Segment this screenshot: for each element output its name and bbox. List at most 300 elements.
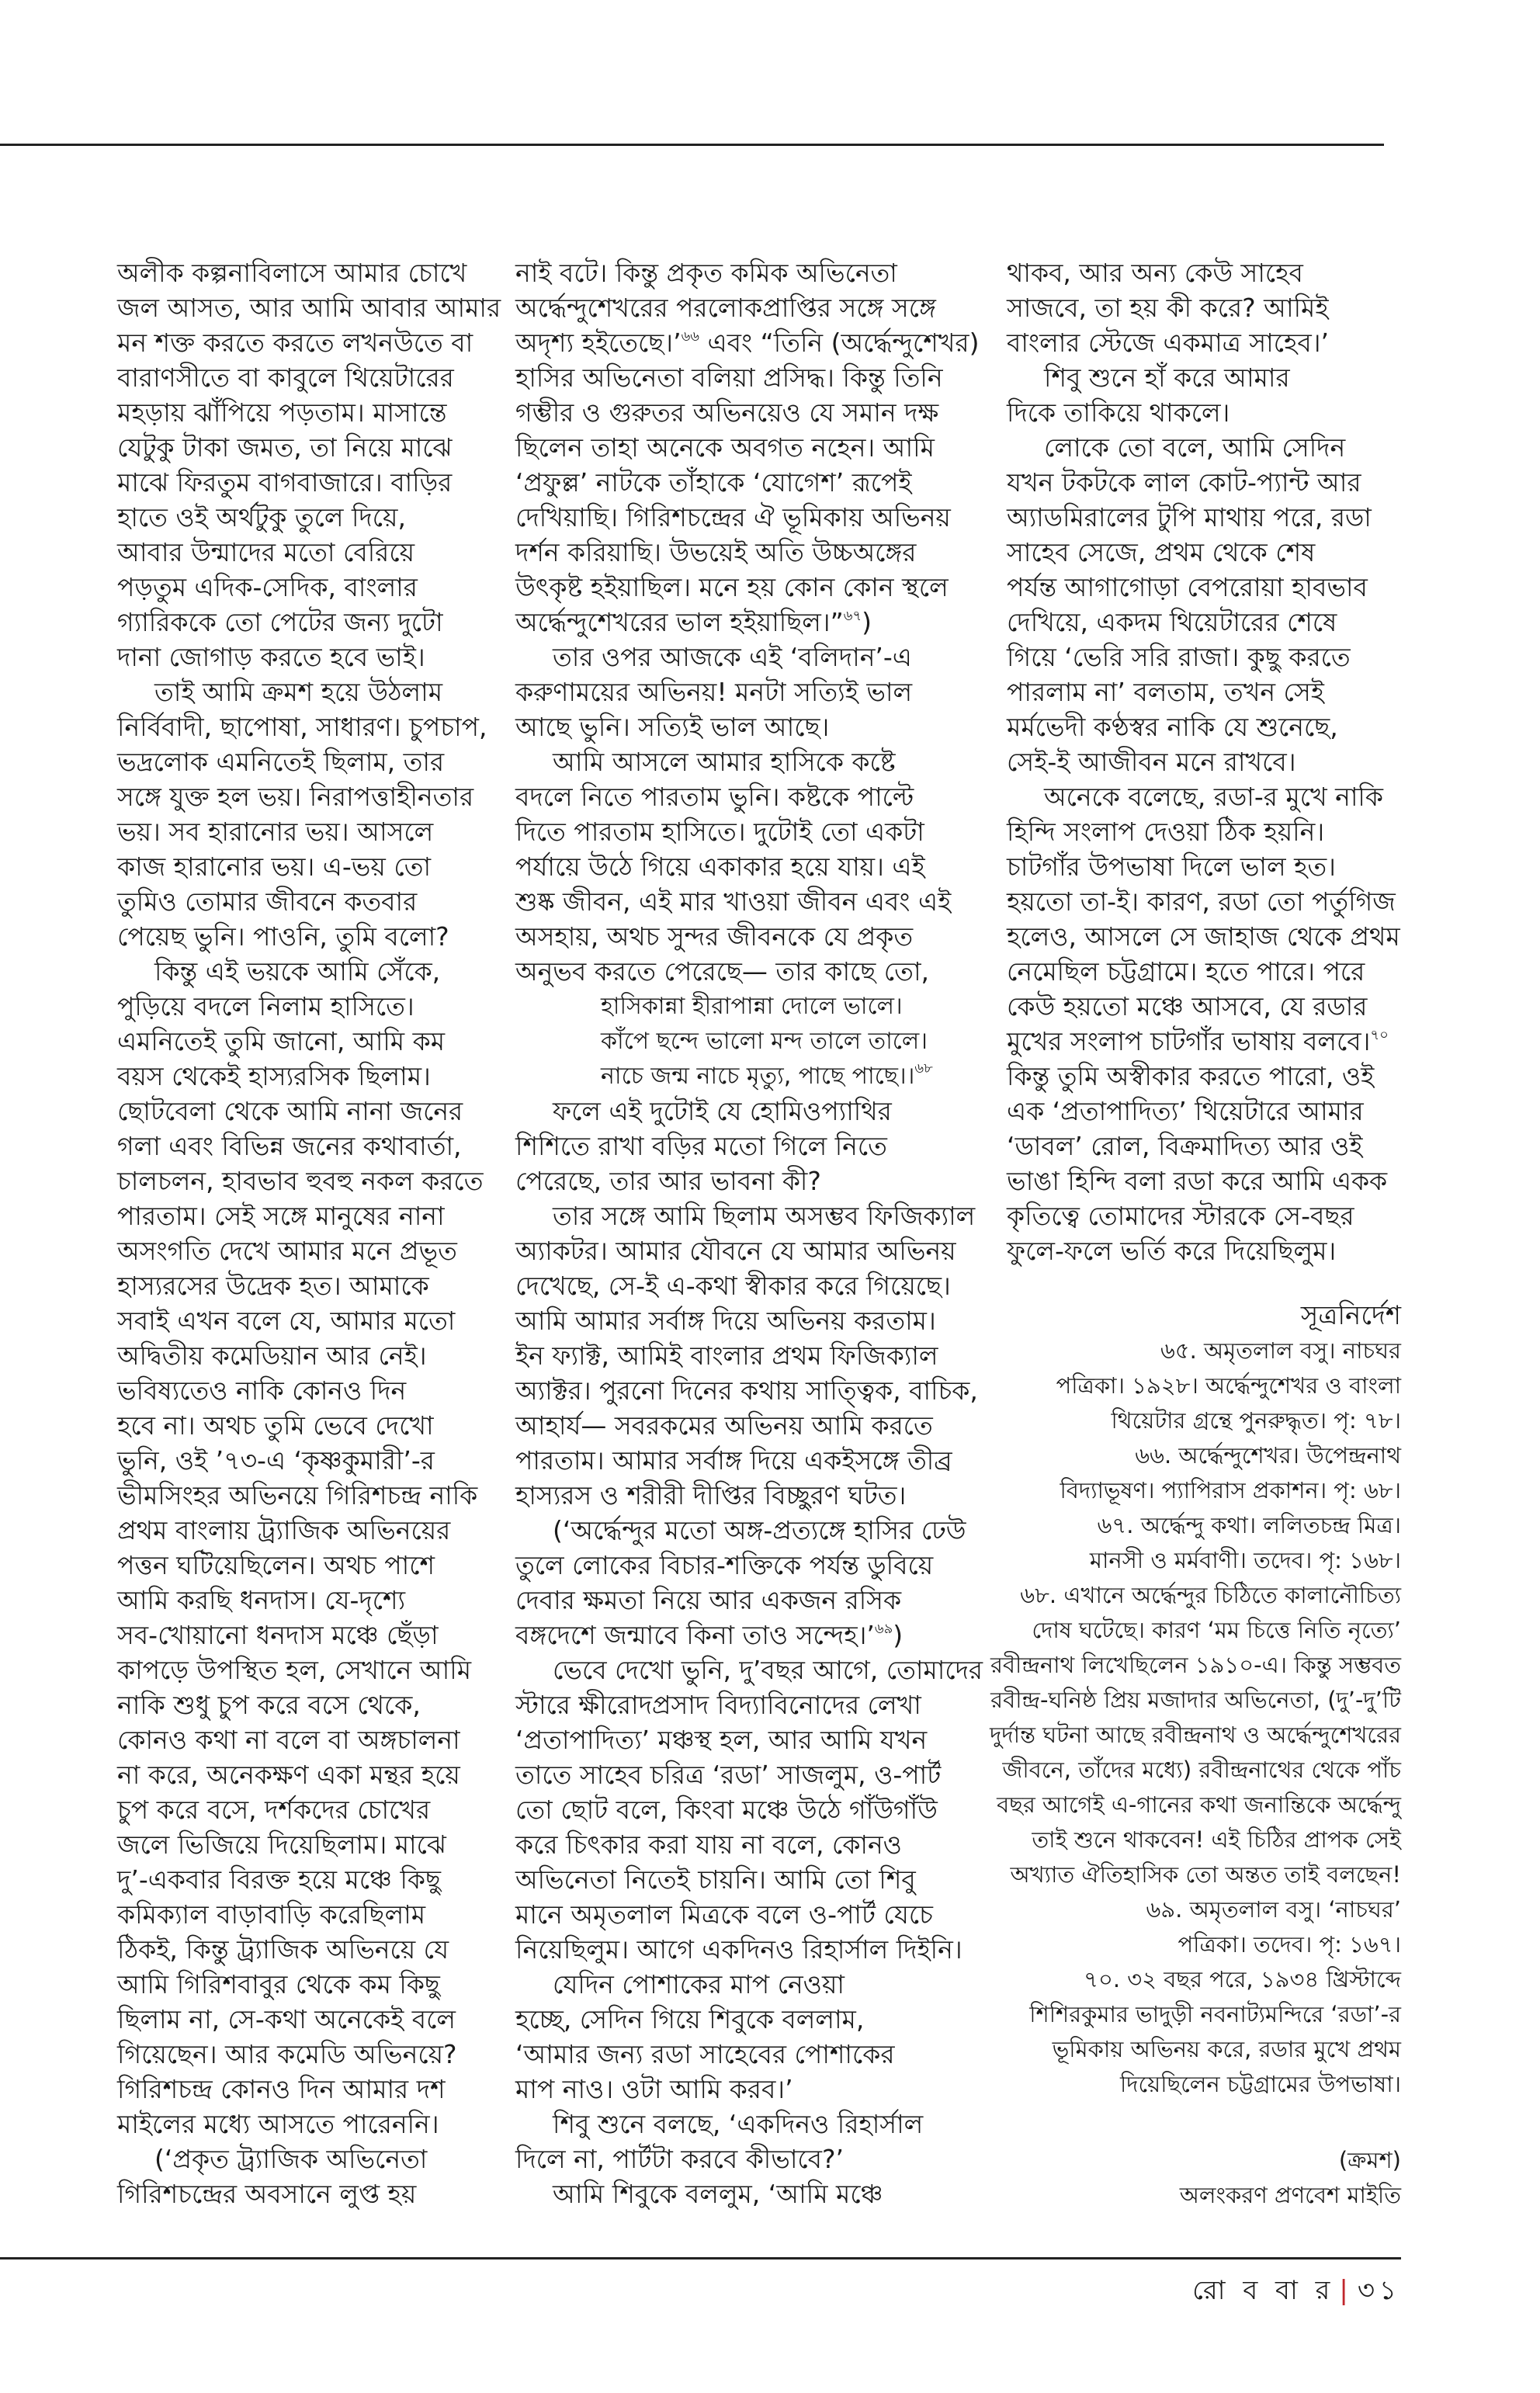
text-line — [515, 640, 966, 675]
page-footer — [1192, 2270, 1401, 2315]
line-text-after-marker: ) — [862, 607, 872, 637]
line-text: দেখিয়াছি। গিরিশচন্দ্রের ঐ ভূমিকায় অভিনয় — [515, 502, 951, 532]
text-line — [515, 1094, 966, 1129]
line-text: গিয়েছেন। আর কমেডি অভিনয়ে? — [117, 2039, 457, 2069]
line-text: সব-খোয়ানো ধনদাস মঞ্চে ছেঁড়া — [117, 1620, 439, 1650]
text-line — [117, 570, 505, 605]
text-line — [515, 1513, 966, 1548]
line-text: পর্যায়ে উঠে গিয়ে একাকার হয়ে যায়। এই — [515, 851, 925, 882]
line-text: (‘প্রকৃত ট্র্যাজিক অভিনেতা — [154, 2144, 428, 2174]
line-text: কাঁপে ছন্দে ভালো মন্দ তালে তালে। — [601, 1028, 928, 1055]
text-line — [117, 535, 505, 570]
text-line — [117, 1618, 505, 1653]
text-line — [1007, 430, 1403, 465]
text-line — [1007, 360, 1403, 395]
line-text: চুপ করে বসে, দর্শকদের চোখের — [117, 1795, 431, 1825]
line-text: অসংগতি দেখে আমার মনে প্রভূত — [117, 1236, 457, 1266]
line-text-after-marker: ) — [893, 1620, 904, 1650]
line-text: অলীক কল্পনাবিলাসে আমার চোখে — [117, 258, 467, 288]
line-text: কাজ হারানোর ভয়। এ-ভয় তো — [117, 851, 432, 882]
text-line — [117, 1653, 505, 1687]
line-text: ‘ডাবল’ রোল, বিক্রমাদিত্য আর ওই — [1007, 1131, 1363, 1161]
text-line — [515, 814, 966, 849]
line-text: দানা জোগাড় করতে হবে ভাই। — [117, 642, 425, 672]
line-text: পুড়িয়ে বদলে নিলাম হাসিতে। — [117, 991, 414, 1021]
line-text: ভদ্রলোক এমনিতেই ছিলাম, তার — [117, 747, 445, 777]
text-line — [1007, 779, 1403, 814]
text-line — [515, 1932, 966, 1967]
reference-line: দিয়েছিলেন চট্টগ্রামের উপভাষা। — [1120, 2071, 1401, 2097]
line-text: তাতে সাহেব চরিত্র ‘রডা’ সাজলুম, ও-পার্ট — [515, 1760, 942, 1790]
line-text: তার ওপর আজকে এই ‘বলিদান’-এ — [553, 642, 912, 672]
reference-line: ৭০. ৩২ বছর পরে, ১৯৩৪ খ্রিস্টাব্দে — [1084, 1966, 1401, 1992]
reference-line: মানসী ও মর্মবাণী। তদেব। পৃ: ১৬৮। — [1089, 1547, 1401, 1573]
reference-line: জীবনে, তাঁদের মধ্যে) রবীন্দ্রনাথের থেকে পাঁচ — [1002, 1757, 1401, 1783]
text-line — [515, 744, 966, 779]
text-line — [515, 570, 966, 605]
text-line — [1007, 954, 1403, 989]
text-line — [515, 1233, 966, 1268]
line-text: তাই আমি ক্রমশ হয়ে উঠলাম — [154, 677, 443, 707]
line-text: অর্দ্ধেন্দুশেখরের ভাল হইয়াছিল।” — [515, 607, 844, 637]
text-line — [117, 989, 505, 1024]
text-line — [515, 290, 966, 325]
line-text: ভাঙা হিন্দি বলা রডা করে আমি একক — [1007, 1166, 1388, 1196]
text-line — [515, 1792, 966, 1827]
line-text: আমি আসলে আমার হাসিকে কষ্টে — [553, 747, 896, 777]
text-line — [117, 2176, 505, 2211]
line-text: লোকে তো বলে, আমি সেদিন — [1044, 432, 1346, 463]
line-text: এমনিতেই তুমি জানো, আমি কম — [117, 1026, 446, 1056]
text-line — [117, 2002, 505, 2037]
text-line — [515, 1618, 966, 1653]
line-text: নাকি শুধু চুপ করে বসে থেকে, — [117, 1690, 421, 1720]
text-line — [117, 1164, 505, 1198]
text-line — [117, 1583, 505, 1618]
text-line — [117, 1268, 505, 1303]
reference-line: বছর আগেই এ-গানের কথা জনান্তিকে অর্দ্ধেন্দু — [997, 1791, 1401, 1818]
text-line — [1007, 1059, 1403, 1094]
text-line — [1007, 570, 1403, 605]
text-line — [1007, 884, 1403, 919]
reference-line: পত্রিকা। তদেব। পৃ: ১৬৭। — [1178, 1931, 1401, 1958]
text-line — [515, 1303, 966, 1338]
line-text: অ্যাক্টর। পুরনো দিনের কথায় সাত্ত্বিক, বাচিক, — [515, 1375, 978, 1406]
line-text: অদৃশ্য হইতেছে।’ — [515, 328, 682, 358]
line-text: আবার উন্মাদের মতো বেরিয়ে — [117, 537, 415, 567]
line-text: হবে না। অথচ তুমি ভেবে দেখো — [117, 1410, 434, 1441]
line-text: ‘আমার জন্য রডা সাহেবের পোশাকের — [515, 2039, 895, 2069]
line-text: পারতাম। সেই সঙ্গে মানুষের নানা — [117, 1201, 445, 1231]
line-text: মাইলের মধ্যে আসতে পারেননি। — [117, 2109, 439, 2139]
line-text: ভুনি, ওই ’৭৩-এ ‘কৃষ্ণকুমারী’-র — [117, 1445, 435, 1476]
text-line — [515, 1408, 966, 1443]
line-text: না করে, অনেকক্ষণ একা মন্থর হয়ে — [117, 1760, 460, 1790]
text-line — [1007, 675, 1403, 709]
line-text: নিয়েছিলুম। আগে একদিনও রিহার্সাল দিইনি। — [515, 1934, 962, 1965]
text-line — [117, 360, 505, 395]
text-line — [1007, 1129, 1403, 1164]
line-text: চাটগাঁর উপভাষা দিলে ভাল হত। — [1007, 851, 1336, 882]
text-line — [1007, 1024, 1403, 1059]
line-text: দেখিয়ে, একদম থিয়েটারের শেষে — [1007, 607, 1337, 637]
line-text: ‘প্রফুল্ল’ নাটকে তাঁহাকে ‘যোগেশ’ রূপেই — [515, 467, 912, 498]
text-line — [515, 1967, 966, 2002]
text-line — [117, 1338, 505, 1373]
text-line — [1007, 814, 1403, 849]
text-line — [117, 430, 505, 465]
text-line — [515, 1338, 966, 1373]
reference-line: তাই শুনে থাকবেন! এই চিঠির প্রাপক সেই — [1032, 1826, 1401, 1853]
line-text: কমিক্যাল বাড়াবাড়ি করেছিলাম — [117, 1899, 426, 1930]
text-line — [515, 2142, 966, 2176]
line-text: জল আসত, আর আমি আবার আমার — [117, 293, 501, 323]
line-text: কাপড়ে উপস্থিত হল, সেখানে আমি — [117, 1655, 472, 1685]
page-number: ৩১ — [1357, 2275, 1401, 2306]
text-line — [117, 1303, 505, 1338]
line-text: ভীমসিংহর অভিনয়ে গিরিশচন্দ্র নাকি — [117, 1480, 478, 1510]
references-section — [966, 1299, 1401, 2102]
text-line — [1007, 1198, 1403, 1233]
poem-line — [515, 1024, 966, 1059]
line-text: নাই বটে। কিন্তু প্রকৃত কমিক অভিনেতা — [515, 258, 897, 288]
line-text: দু’-একবার বিরক্ত হয়ে মঞ্চে কিছু — [117, 1864, 441, 1895]
line-text: দিতে পারতাম হাসিতে। দুটোই তো একটা — [515, 817, 924, 847]
reference-line: পত্রিকা। ১৯২৮। অর্দ্ধেন্দুশেখর ও বাংলা — [1056, 1372, 1401, 1399]
text-line — [515, 465, 966, 500]
text-line — [117, 1233, 505, 1268]
line-text: অ্যাডমিরালের টুপি মাথায় পরে, রডা — [1007, 502, 1372, 532]
line-text: সবাই এখন বলে যে, আমার মতো — [117, 1306, 456, 1336]
line-text: মর্মভেদী কণ্ঠস্বর নাকি যে শুনেছে, — [1007, 712, 1338, 742]
line-text: অভিনেতা নিতেই চায়নি। আমি তো শিবু — [515, 1864, 916, 1895]
line-text: পারলাম না’ বলতাম, তখন সেই — [1007, 677, 1324, 707]
line-text: তো ছোট বলে, কিংবা মঞ্চে উঠে গাঁউগাঁউ — [515, 1795, 938, 1825]
text-line — [117, 1094, 505, 1129]
text-line — [515, 1897, 966, 1932]
line-text: গিরিশচন্দ্র কোনও দিন আমার দশ — [117, 2074, 446, 2104]
text-line — [515, 1268, 966, 1303]
line-text: গ্যারিককে তো পেটের জন্য দুটো — [117, 607, 443, 637]
references-heading: সূত্রনির্দেশ — [1300, 1300, 1401, 1331]
line-text: এক ‘প্রতাপাদিত্য’ থিয়েটারে আমার — [1007, 1096, 1364, 1126]
line-text: তুলে লোকের বিচার-শক্তিকে পর্যন্ত ডুবিয়ে — [515, 1550, 934, 1580]
text-line — [117, 1967, 505, 2002]
line-text: কোনও কথা না বলে বা অঙ্গচালনা — [117, 1725, 460, 1755]
line-text: নির্বিবাদী, ছাপোষা, সাধারণ। চুপচাপ, — [117, 712, 487, 742]
text-line — [117, 2107, 505, 2142]
text-line — [515, 1373, 978, 1408]
line-text: যখন টকটকে লাল কোট-প্যান্ট আর — [1007, 467, 1361, 498]
text-line — [1007, 255, 1403, 290]
text-line — [1007, 535, 1403, 570]
line-text: অদ্বিতীয় কমেডিয়ান আর নেই। — [117, 1340, 427, 1371]
text-line — [1007, 395, 1403, 430]
line-text: যেদিন পোশাকের মাপ নেওয়া — [553, 1969, 845, 1999]
text-line — [515, 919, 966, 954]
line-text: নেমেছিল চট্টগ্রামে। হতে পারে। পরে — [1007, 956, 1365, 987]
line-text: ভেবে দেখো ভুনি, দু’বছর আগে, তোমাদের — [553, 1655, 983, 1685]
footnote-marker: ৬৬ — [681, 328, 699, 345]
text-line — [117, 1792, 505, 1827]
line-text: বাংলার স্টেজে একমাত্র সাহেব।’ — [1007, 328, 1330, 358]
text-line — [515, 1722, 966, 1757]
text-line — [1007, 1094, 1403, 1129]
line-text: প্রথম বাংলায় ট্র্যাজিক অভিনয়ের — [117, 1515, 451, 1545]
reference-line: দুর্দান্ত ঘটনা আছে রবীন্দ্রনাথ ও অর্দ্ধেন্দুশেখরের — [990, 1722, 1401, 1748]
text-line — [1007, 605, 1403, 640]
text-line — [1007, 465, 1403, 500]
text-line — [117, 1932, 505, 1967]
line-text: বয়স থেকেই হাস্যরসিক ছিলাম। — [117, 1061, 431, 1091]
line-text: হাসিকান্না হীরাপান্না দোলে ভালে। — [601, 993, 903, 1020]
line-text: করুণাময়ের অভিনয়! মনটা সত্যিই ভাল — [515, 677, 913, 707]
line-text: বারাণসীতে বা কাবুলে থিয়েটারের — [117, 362, 454, 393]
text-line — [117, 2142, 505, 2176]
reference-line: বিদ্যাভূষণ। প্যাপিরাস প্রকাশন। পৃ: ৬৮। — [1060, 1477, 1401, 1503]
line-text: পেরেছে, তার আর ভাবনা কী? — [515, 1166, 821, 1196]
footnote-marker: ৬৯ — [874, 1621, 893, 1637]
line-text: অনেকে বলেছে, রডা-র মুখে নাকি — [1044, 782, 1383, 812]
text-line — [117, 1827, 505, 1862]
line-text: দিলে না, পার্টটা করবে কীভাবে?’ — [515, 2144, 845, 2174]
text-line — [515, 849, 966, 884]
text-line — [117, 2037, 505, 2072]
text-line — [515, 430, 966, 465]
text-line — [117, 1548, 505, 1583]
text-line — [117, 605, 505, 640]
text-line — [117, 1129, 505, 1164]
text-line — [117, 1198, 505, 1233]
text-line — [117, 1443, 505, 1478]
line-text: করে চিৎকার করা যায় না বলে, কোনও — [515, 1829, 902, 1860]
text-line — [515, 884, 966, 919]
line-text: আমি শিবুকে বললুম, ‘আমি মঞ্চে — [553, 2179, 883, 2209]
line-text: দেখেছে, সে-ই এ-কথা স্বীকার করে গিয়েছে। — [515, 1271, 951, 1301]
article-end — [1180, 2143, 1401, 2213]
line-text: হয়তো তা-ই। কারণ, রডা তো পর্তুগিজ — [1007, 886, 1396, 917]
text-line — [515, 675, 966, 709]
line-text: পেয়েছ ভুনি। পাওনি, তুমি বলো? — [117, 921, 449, 952]
line-text: জলে ভিজিয়ে দিয়েছিলাম। মাঝে — [117, 1829, 446, 1860]
footer-separator: | — [1339, 2275, 1353, 2306]
line-text: সঙ্গে যুক্ত হল ভয়। নিরাপত্তাহীনতার — [117, 782, 474, 812]
line-text: মাপ নাও। ওটা আমি করব।’ — [515, 2074, 793, 2104]
magazine-name: রো ব বা র — [1192, 2275, 1335, 2306]
line-text: গলা এবং বিভিন্ন জনের কথাবার্তা, — [117, 1131, 462, 1161]
footnote-marker: ৭০ — [1370, 1027, 1389, 1043]
line-text: যেটুকু টাকা জমত, তা নিয়ে মাঝে — [117, 432, 453, 463]
reference-line: ৬৭. অর্দ্ধেন্দু কথা। ললিতচন্দ্র মিত্র। — [1097, 1512, 1401, 1538]
text-line — [117, 675, 505, 709]
line-text: শিবু শুনে বলছে, ‘একদিনও রিহার্সাল — [553, 2109, 924, 2139]
article-column-3 — [1007, 255, 1403, 1268]
text-line — [515, 709, 966, 744]
line-text: অ্যাকটর। আমার যৌবনে যে আমার অভিনয় — [515, 1236, 956, 1266]
reference-line: শিশিরকুমার ভাদুড়ী নবনাট্যমন্দিরে ‘রডা’-র — [1029, 2001, 1401, 2027]
text-line — [515, 1687, 966, 1722]
text-line — [1007, 849, 1403, 884]
text-line — [117, 919, 505, 954]
text-line — [515, 255, 966, 290]
text-line — [117, 1897, 505, 1932]
text-line — [117, 255, 505, 290]
line-text: ফুলে-ফলে ভর্তি করে দিয়েছিলুম। — [1007, 1236, 1337, 1266]
line-text: তুমিও তোমার জীবনে কতবার — [117, 886, 418, 917]
text-line — [117, 954, 505, 989]
text-line — [117, 395, 505, 430]
line-text: ফলে এই দুটোই যে হোমিওপ্যাথির — [553, 1096, 892, 1126]
text-line — [515, 1443, 966, 1478]
text-line — [515, 2037, 966, 2072]
text-line — [117, 884, 505, 919]
text-line — [515, 2107, 966, 2142]
line-text: মহড়ায় ঝাঁপিয়ে পড়তাম। মাসান্তে — [117, 397, 447, 428]
text-line — [515, 1862, 966, 1897]
text-line — [515, 1548, 966, 1583]
poem-line — [515, 989, 966, 1024]
line-text: শুষ্ক জীবন, এই মার খাওয়া জীবন এবং এই — [515, 886, 952, 917]
line-text: হাতে ওই অর্থটুকু তুলে দিয়ে, — [117, 502, 406, 532]
line-text: ইন ফ্যাক্ট, আমিই বাংলার প্রথম ফিজিক্যাল — [515, 1340, 938, 1371]
text-line — [1007, 640, 1403, 675]
line-text: আমি গিরিশবাবুর থেকে কম কিছু — [117, 1969, 440, 1999]
line-text: মাঝে ফিরতুম বাগবাজারে। বাড়ির — [117, 467, 453, 498]
line-text: আমি করছি ধনদাস। যে-দৃশ্যে — [117, 1585, 406, 1615]
text-line — [117, 1687, 505, 1722]
reference-line: থিয়েটার গ্রন্থে পুনরুদ্ধৃত। পৃ: ৭৮। — [1111, 1407, 1401, 1434]
text-line — [1007, 1233, 1403, 1268]
reference-line: দোষ ঘটেছে। কারণ ‘মম চিত্তে নিতি নৃত্যে’ — [1032, 1617, 1401, 1643]
line-text: পত্তন ঘটিয়েছিলেন। অথচ পাশে — [117, 1550, 435, 1580]
line-text: দর্শন করিয়াছি। উভয়েই অতি উচ্চঅঙ্গের — [515, 537, 917, 567]
line-text: গিরিশচন্দ্রের অবসানে লুপ্ত হয় — [117, 2179, 417, 2209]
text-line — [515, 2072, 966, 2107]
line-text: গম্ভীর ও গুরুতর অভিনয়েও যে সমান দক্ষ — [515, 397, 939, 428]
line-text: শিবু শুনে হাঁ করে আমার — [1044, 362, 1290, 393]
text-line — [117, 814, 505, 849]
line-text: আহার্য— সবরকমের অভিনয় আমি করতে — [515, 1410, 933, 1441]
text-line — [117, 500, 505, 535]
text-line — [515, 1129, 966, 1164]
line-text: মন শক্ত করতে করতে লখনউতে বা — [117, 328, 473, 358]
text-line — [117, 709, 505, 744]
text-line — [1007, 500, 1403, 535]
line-text: স্টারে ক্ষীরোদপ্রসাদ বিদ্যাবিনোদের লেখা — [515, 1690, 921, 1720]
text-line — [1007, 919, 1403, 954]
line-text: অনুভব করতে পেরেছে— তার কাছে তো, — [515, 956, 930, 987]
text-line — [117, 1024, 505, 1059]
line-text: অর্দ্ধেন্দুশেখরের পরলোকপ্রাপ্তির সঙ্গে সঙ্গে — [515, 293, 936, 323]
footnote-marker: ৬৭ — [843, 608, 862, 624]
top-rule — [0, 144, 1384, 146]
article-column-1 — [117, 255, 505, 2211]
text-line — [515, 500, 966, 535]
line-text: দেবার ক্ষমতা নিয়ে আর একজন রসিক — [515, 1585, 902, 1615]
line-text: হাস্যরস ও শরীরী দীপ্তির বিচ্ছুরণ ঘটত। — [515, 1480, 907, 1510]
line-text: চালচলন, হাবভাব হুবহু নকল করতে — [117, 1166, 484, 1196]
reference-line: অখ্যাত ঐতিহাসিক তো অন্তত তাই বলছেন! — [1010, 1861, 1401, 1888]
line-text: ভয়। সব হারানোর ভয়। আসলে — [117, 817, 434, 847]
text-line — [1007, 1164, 1403, 1198]
text-line — [515, 1653, 983, 1687]
line-text: সেই-ই আজীবন মনে রাখবে। — [1007, 747, 1296, 777]
reference-line: রবীন্দ্রনাথ লিখেছিলেন ১৯১০-এ। কিন্তু সম্ভবত — [990, 1652, 1401, 1678]
line-text: ঠিকই, কিন্তু ট্র্যাজিক অভিনয়ে যে — [117, 1934, 449, 1965]
line-text: গিয়ে ‘ভেরি সরি রাজা। কুছু করতে — [1007, 642, 1351, 672]
text-line — [1007, 325, 1403, 360]
line-text: কিন্তু এই ভয়কে আমি সেঁকে, — [154, 956, 441, 987]
reference-line: ৬৬. অর্দ্ধেন্দুশেখর। উপেন্দ্রনাথ — [1135, 1442, 1401, 1469]
line-text: পড়তুম এদিক-সেদিক, বাংলার — [117, 572, 418, 602]
text-line — [117, 1757, 505, 1792]
line-text: ছোটবেলা থেকে আমি নানা জনের — [117, 1096, 463, 1126]
line-text: সাহেব সেজে, প্রথম থেকে শেষ — [1007, 537, 1316, 567]
text-line — [515, 1827, 966, 1862]
text-line — [515, 954, 966, 989]
text-line — [117, 1513, 505, 1548]
text-line — [1007, 744, 1403, 779]
text-line — [515, 1583, 966, 1618]
text-line — [117, 1862, 505, 1897]
text-line — [117, 1373, 505, 1408]
text-line — [1007, 709, 1403, 744]
reference-line: রবীন্দ্র-ঘনিষ্ঠ প্রিয় মজাদার অভিনেতা, (দু’-দু’টি — [990, 1687, 1401, 1713]
text-line — [117, 1059, 505, 1094]
text-line — [515, 535, 966, 570]
line-text: অসহায়, অথচ সুন্দর জীবনকে যে প্রকৃত — [515, 921, 914, 952]
illustration-credit: অলংকরণ প্রণবেশ মাইতি — [1179, 2182, 1401, 2208]
text-line — [515, 1164, 966, 1198]
line-text: নাচে জন্ম নাচে মৃত্যু, পাছে পাছে।। — [601, 1063, 915, 1090]
text-line — [117, 1408, 505, 1443]
poem-line — [515, 1059, 966, 1094]
line-text: হাসির অভিনেতা বলিয়া প্রসিদ্ধ। কিন্তু তিনি — [515, 362, 943, 393]
bottom-rule — [0, 2257, 1401, 2259]
continued-label: (ক্রমশ) — [1338, 2147, 1401, 2173]
line-text: মুখের সংলাপ চাটগাঁর ভাষায় বলবে। — [1007, 1026, 1371, 1056]
line-text: পর্যন্ত আগাগোড়া বেপরোয়া হাবভাব — [1007, 572, 1368, 602]
line-text: হিন্দি সংলাপ দেওয়া ঠিক হয়নি। — [1007, 817, 1325, 847]
line-text: হাস্যরসের উদ্রেক হত। আমাকে — [117, 1271, 429, 1301]
line-text: সাজবে, তা হয় কী করে? আমিই — [1007, 293, 1329, 323]
line-text: উৎকৃষ্ট হইয়াছিল। মনে হয় কোন কোন স্থলে — [515, 572, 949, 602]
line-text-after-marker: এবং “তিনি (অর্দ্ধেন্দুশেখর) — [699, 328, 980, 358]
text-line — [117, 779, 505, 814]
line-text: বদলে নিতে পারতাম ভুনি। কষ্টকে পাল্টে — [515, 782, 914, 812]
line-text: ‘প্রতাপাদিত্য’ মঞ্চস্থ হল, আর আমি যখন — [515, 1725, 928, 1755]
line-text: থাকব, আর অন্য কেউ সাহেব — [1007, 258, 1303, 288]
line-text: বঙ্গদেশে জন্মাবে কিনা তাও সন্দেহ।’ — [515, 1620, 875, 1650]
line-text: ছিলেন তাহা অনেকে অবগত নহেন। আমি — [515, 432, 935, 463]
text-line — [117, 1478, 505, 1513]
text-line — [515, 1198, 976, 1233]
text-line — [117, 290, 505, 325]
text-line — [1007, 989, 1403, 1024]
line-text: কিন্তু তুমি অস্বীকার করতে পারো, ওই — [1007, 1061, 1375, 1091]
text-line — [117, 325, 505, 360]
text-line — [117, 640, 505, 675]
text-line — [515, 1478, 966, 1513]
line-text: (‘অর্দ্ধেন্দুর মতো অঙ্গ-প্রত্যঙ্গে হাসির ঢেউ — [553, 1515, 966, 1545]
text-line — [515, 779, 966, 814]
reference-line: ৬৫. অমৃতলাল বসু। নাচঘর — [1160, 1337, 1401, 1364]
line-text: মানে অমৃতলাল মিত্রকে বলে ও-পার্ট যেচে — [515, 1899, 933, 1930]
article-column-2 — [515, 255, 983, 2211]
line-text: ভবিষ্যতেও নাকি কোনও দিন — [117, 1375, 407, 1406]
text-line — [515, 605, 966, 640]
text-line — [515, 325, 980, 360]
